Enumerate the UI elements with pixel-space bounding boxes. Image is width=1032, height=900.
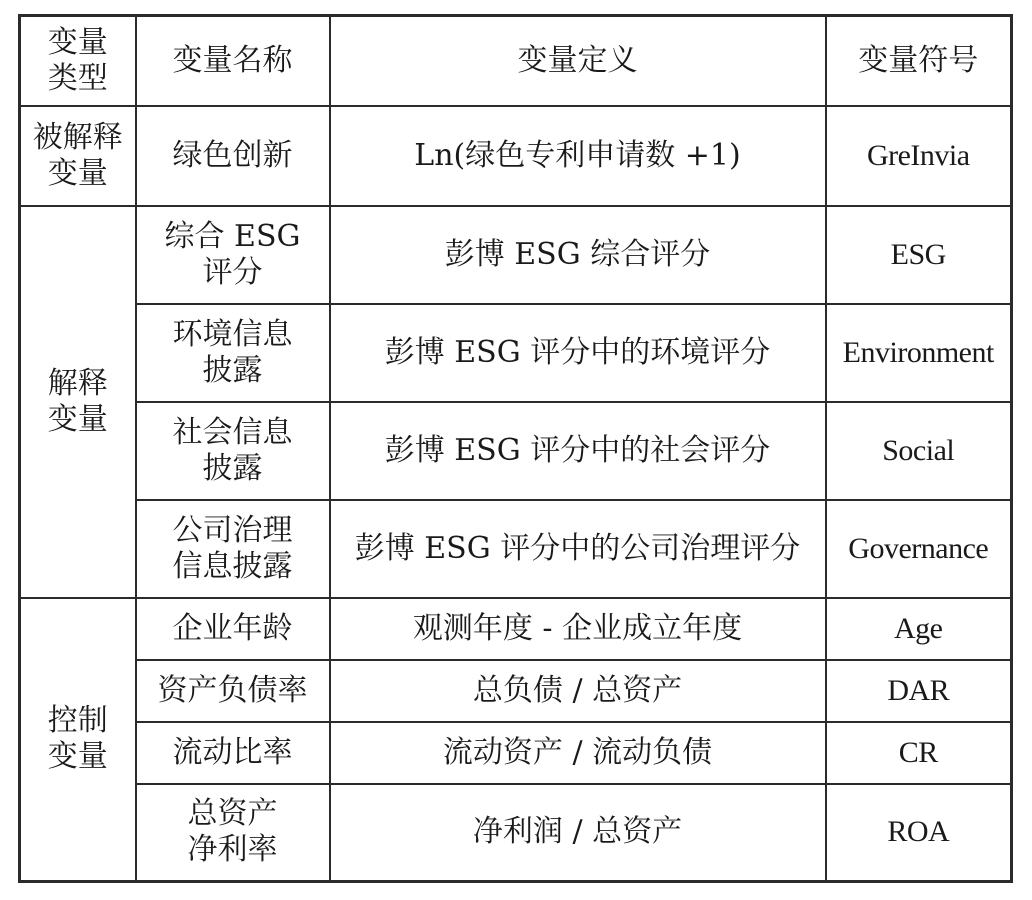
variable-symbol: GreInvia [826,106,1012,206]
variable-definition-table [18,14,1013,883]
table-row [20,402,1012,500]
header-variable-definition: 变量定义 [330,16,826,106]
variable-definition: 净利润 / 总资产 [330,784,826,882]
header-row [20,16,1012,106]
variable-definition: 彭博 ESG 综合评分 [330,206,826,304]
variable-name: 综合 ESG 评分 [136,206,330,304]
variable-definition: 观测年度 - 企业成立年度 [330,598,826,660]
table-row [20,722,1012,784]
variable-definition: 流动资产 / 流动负债 [330,722,826,784]
variable-symbol: DAR [826,660,1012,722]
variable-symbol: ESG [826,206,1012,304]
table-row [20,304,1012,402]
variable-type-dependent: 被解释 变量 [20,106,136,206]
variable-name: 环境信息 披露 [136,304,330,402]
variable-name: 绿色创新 [136,106,330,206]
variable-definition: 彭博 ESG 评分中的社会评分 [330,402,826,500]
variable-symbol: Environment [826,304,1012,402]
variable-definition: 彭博 ESG 评分中的环境评分 [330,304,826,402]
header-variable-symbol: 变量符号 [826,16,1012,106]
table-row [20,106,1012,206]
variable-name: 社会信息 披露 [136,402,330,500]
header-variable-type: 变量 类型 [20,16,136,106]
table-row [20,598,1012,660]
variable-definition: 总负债 / 总资产 [330,660,826,722]
table-row [20,206,1012,304]
variable-definition: 彭博 ESG 评分中的公司治理评分 [330,500,826,598]
variable-symbol: ROA [826,784,1012,882]
variable-symbol: Governance [826,500,1012,598]
table-row [20,660,1012,722]
variable-name: 公司治理 信息披露 [136,500,330,598]
variable-symbol: Age [826,598,1012,660]
variable-name: 资产负债率 [136,660,330,722]
variable-definition: Ln(绿色专利申请数 +1) [330,106,826,206]
variable-type-explanatory: 解释 变量 [20,206,136,598]
header-variable-name: 变量名称 [136,16,330,106]
table-row [20,500,1012,598]
variable-type-control: 控制 变量 [20,598,136,882]
variable-name: 企业年龄 [136,598,330,660]
variable-symbol: Social [826,402,1012,500]
variable-name: 总资产 净利率 [136,784,330,882]
variable-symbol: CR [826,722,1012,784]
variable-name: 流动比率 [136,722,330,784]
table-row [20,784,1012,882]
